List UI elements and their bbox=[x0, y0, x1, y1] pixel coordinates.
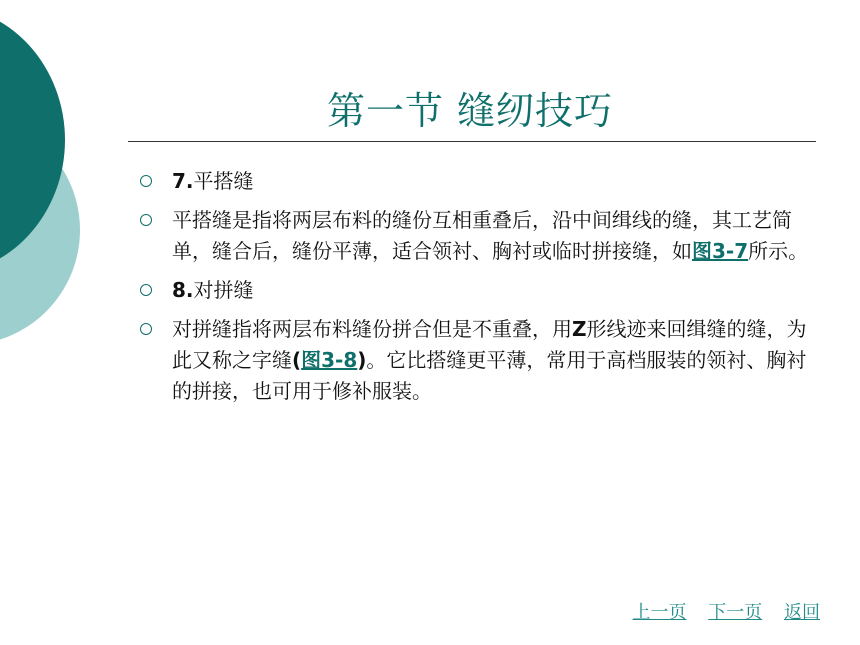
list-item bbox=[140, 205, 820, 267]
figure-link-3-7[interactable]: 图3-7 bbox=[692, 239, 749, 263]
paren-close: ) bbox=[357, 348, 367, 372]
bullet-list bbox=[140, 166, 820, 415]
back-link[interactable]: 返回 bbox=[784, 602, 820, 623]
page-nav bbox=[617, 598, 820, 624]
page-title: 第一节 缝纫技巧 bbox=[326, 89, 614, 133]
item-text: 所示。 bbox=[748, 239, 809, 263]
next-page-link[interactable]: 下一页 bbox=[708, 602, 763, 623]
item-text: 对拼缝指将两层布料缝份拼合但是不重叠，用 bbox=[172, 317, 572, 341]
paren-open: ( bbox=[292, 348, 302, 372]
bullet-circle-icon bbox=[140, 175, 152, 187]
prev-page-link[interactable]: 上一页 bbox=[632, 602, 687, 623]
bullet-circle-icon bbox=[140, 323, 152, 335]
bullet-circle-icon bbox=[140, 284, 152, 296]
item-text: 平搭缝 bbox=[193, 169, 254, 193]
item-text: 平搭缝是指将两层布料的缝份互相重叠后，沿中间缉线的缝，其工艺简单，缝合后，缝份平薄，适合领衬、胸衬或临时拼接缝，如 bbox=[172, 208, 792, 263]
item-number: 8. bbox=[172, 278, 194, 302]
item-text: 对拼缝 bbox=[193, 278, 254, 302]
list-item bbox=[140, 275, 820, 306]
list-item bbox=[140, 166, 820, 197]
item-text: 形线迹来回缉缝的缝，为此又称之字缝 bbox=[172, 317, 807, 372]
item-letter: Z bbox=[572, 317, 587, 341]
title-divider bbox=[128, 141, 816, 142]
list-item bbox=[140, 314, 820, 407]
item-text: 。它比搭缝更平薄，常用于高档服装的领衬、胸衬的拼接，也可用于修补服装。 bbox=[172, 348, 807, 403]
item-number: 7. bbox=[172, 169, 194, 193]
bullet-circle-icon bbox=[140, 214, 152, 226]
figure-link-3-8[interactable]: 图3-8 bbox=[301, 348, 358, 372]
